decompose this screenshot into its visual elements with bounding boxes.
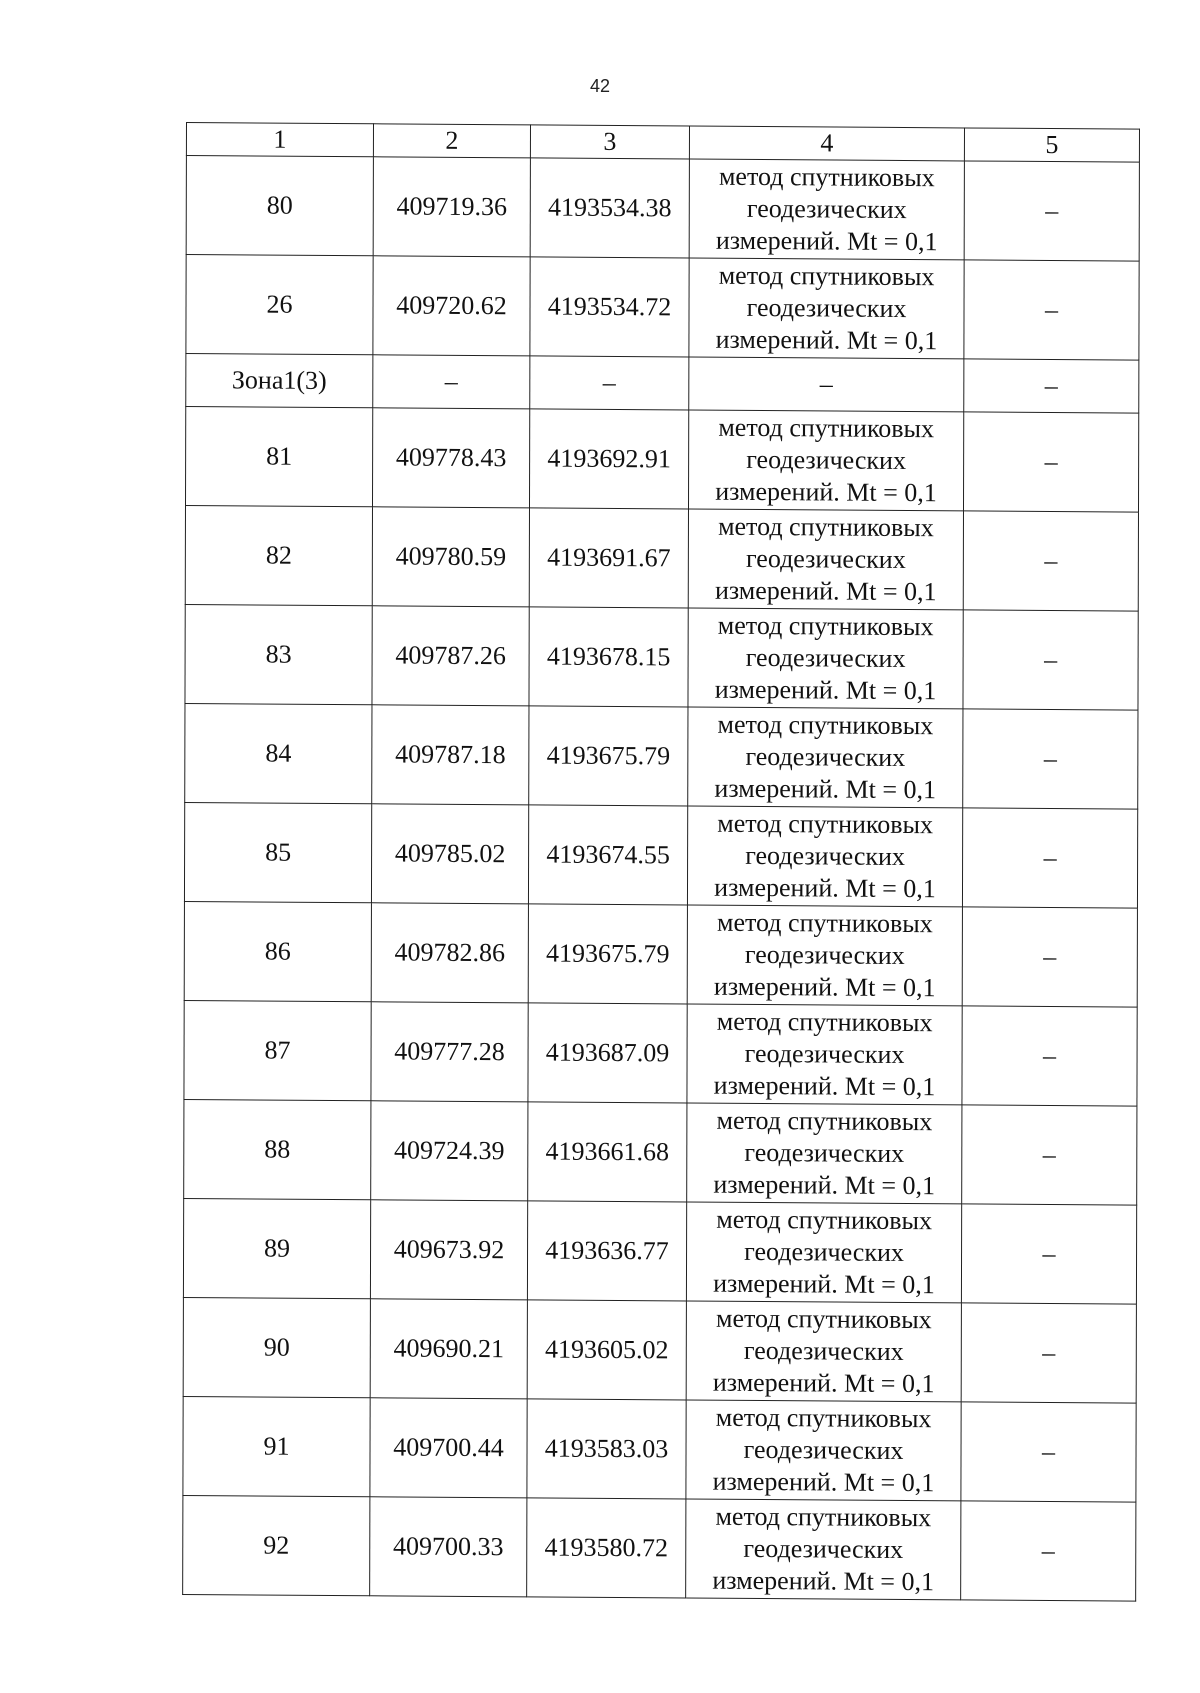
method-cell xyxy=(686,1301,961,1402)
x-coordinate-cell: 409690.21 xyxy=(370,1299,527,1399)
point-number-cell: 82 xyxy=(185,505,372,605)
zone-cell-2: – xyxy=(373,355,530,409)
method-cell xyxy=(686,1400,961,1501)
table-row xyxy=(185,406,1138,512)
method-cell xyxy=(689,258,964,359)
table-row xyxy=(184,1099,1137,1205)
x-coordinate-cell: 409780.59 xyxy=(372,507,529,607)
x-coordinate-cell: 409700.44 xyxy=(370,1398,527,1498)
method-line-3: измерений. Mt = 0,1 xyxy=(713,1070,936,1102)
method-line-1: метод спутниковых xyxy=(717,610,934,642)
method-line-3: измерений. Mt = 0,1 xyxy=(712,1565,935,1597)
method-line-1: метод спутниковых xyxy=(716,1105,933,1137)
method-line-1: метод спутниковых xyxy=(717,709,934,741)
x-coordinate-cell: 409724.39 xyxy=(371,1101,528,1201)
method-line-1: метод спутниковых xyxy=(716,1006,933,1038)
method-line-2: геодезических xyxy=(743,1533,904,1565)
method-cell xyxy=(687,1004,962,1105)
y-coordinate-cell: 4193674.55 xyxy=(528,805,687,905)
table-body xyxy=(183,123,1140,1602)
y-coordinate-cell: 4193691.67 xyxy=(529,508,688,608)
description-cell: – xyxy=(964,260,1139,360)
method-line-1: метод спутниковых xyxy=(718,412,935,444)
coordinates-table xyxy=(182,122,1140,1602)
method-line-1: метод спутниковых xyxy=(715,1501,932,1533)
method-line-2: геодезических xyxy=(743,1335,904,1367)
description-cell: – xyxy=(963,511,1138,611)
method-line-2: геодезических xyxy=(744,1038,905,1070)
point-number-cell: 88 xyxy=(184,1099,371,1199)
y-coordinate-cell: 4193675.79 xyxy=(529,706,688,806)
method-cell xyxy=(688,410,963,511)
x-coordinate-cell: 409700.33 xyxy=(370,1497,527,1597)
method-line-3: измерений. Mt = 0,1 xyxy=(714,773,937,805)
x-coordinate-cell: 409673.92 xyxy=(370,1200,527,1300)
y-coordinate-cell: 4193583.03 xyxy=(527,1399,686,1499)
table-row xyxy=(186,156,1139,262)
method-line-1: метод спутниковых xyxy=(715,1402,932,1434)
y-coordinate-cell: 4193605.02 xyxy=(527,1300,686,1400)
method-line-2: геодезических xyxy=(745,840,905,872)
description-cell: – xyxy=(962,1006,1137,1106)
zone-cell-3: – xyxy=(530,356,689,410)
method-line-1: метод спутниковых xyxy=(718,511,934,543)
method-line-3: измерений. Mt = 0,1 xyxy=(713,1169,936,1201)
method-line-3: измерений. Mt = 0,1 xyxy=(712,1466,935,1498)
point-number-cell: 81 xyxy=(185,406,372,506)
header-cell-1: 1 xyxy=(186,123,373,157)
point-number-cell: 85 xyxy=(184,802,371,902)
method-line-3: измерений. Mt = 0,1 xyxy=(713,1268,935,1300)
table-row xyxy=(184,802,1137,908)
method-line-2: геодезических xyxy=(744,1236,904,1268)
table-row xyxy=(185,604,1138,710)
method-line-3: измерений. Mt = 0,1 xyxy=(713,971,936,1003)
y-coordinate-cell: 4193687.09 xyxy=(528,1003,687,1103)
method-cell xyxy=(688,509,963,610)
header-cell-4: 4 xyxy=(689,126,964,161)
method-line-2: геодезических xyxy=(745,543,906,575)
header-cell-5: 5 xyxy=(964,128,1139,162)
table-row xyxy=(183,1198,1136,1304)
method-line-3: измерений. Mt = 0,1 xyxy=(712,1367,935,1399)
x-coordinate-cell: 409787.18 xyxy=(372,705,529,805)
table-row xyxy=(185,505,1138,611)
y-coordinate-cell: 4193661.68 xyxy=(528,1102,687,1202)
table-row xyxy=(184,1000,1137,1106)
method-line-3: измерений. Mt = 0,1 xyxy=(714,575,937,607)
method-line-3: измерений. Mt = 0,1 xyxy=(714,674,937,706)
y-coordinate-cell: 4193692.91 xyxy=(529,409,688,509)
method-line-2: геодезических xyxy=(745,642,906,674)
method-line-2: геодезических xyxy=(746,444,907,476)
method-line-3: измерений. Mt = 0,1 xyxy=(714,872,936,904)
x-coordinate-cell: 409787.26 xyxy=(372,606,529,706)
method-cell xyxy=(687,905,962,1006)
page-number: 42 xyxy=(589,76,611,96)
zone-cell-5: – xyxy=(964,359,1139,413)
y-coordinate-cell: 4193675.79 xyxy=(528,904,687,1004)
method-line-1: метод спутниковых xyxy=(717,907,933,939)
method-line-2: геодезических xyxy=(744,1137,905,1169)
y-coordinate-cell: 4193534.72 xyxy=(530,257,689,357)
description-cell: – xyxy=(964,161,1139,261)
table-row xyxy=(183,1297,1136,1403)
description-cell: – xyxy=(961,1303,1136,1403)
point-number-cell: 89 xyxy=(183,1198,370,1298)
description-cell: – xyxy=(962,808,1137,908)
point-number-cell: 84 xyxy=(185,703,372,803)
method-cell xyxy=(689,159,964,260)
point-number-cell: 90 xyxy=(183,1297,370,1397)
x-coordinate-cell: 409778.43 xyxy=(372,408,529,508)
table-row xyxy=(183,1396,1136,1502)
point-number-cell: 91 xyxy=(183,1396,370,1496)
description-cell: – xyxy=(963,709,1138,809)
point-number-cell: 87 xyxy=(184,1000,371,1100)
method-line-1: метод спутниковых xyxy=(717,808,934,840)
description-cell: – xyxy=(961,1501,1136,1601)
zone-cell-4: – xyxy=(689,357,964,412)
x-coordinate-cell: 409782.86 xyxy=(371,903,528,1003)
description-cell: – xyxy=(962,1105,1137,1205)
method-line-2: геодезических xyxy=(744,939,905,971)
method-line-1: метод спутниковых xyxy=(715,1303,932,1335)
method-cell xyxy=(687,806,962,907)
method-cell xyxy=(686,1499,961,1600)
point-number-cell: 92 xyxy=(183,1495,370,1595)
point-number-cell: 80 xyxy=(186,156,373,256)
method-line-2: геодезических xyxy=(746,193,907,225)
table-row xyxy=(185,703,1138,809)
header-cell-2: 2 xyxy=(373,124,530,158)
method-cell xyxy=(686,1202,961,1303)
method-cell xyxy=(687,1103,962,1204)
method-line-1: метод спутниковых xyxy=(718,260,935,292)
description-cell: – xyxy=(963,610,1138,710)
description-cell: – xyxy=(961,1402,1136,1502)
y-coordinate-cell: 4193678.15 xyxy=(529,607,688,707)
y-coordinate-cell: 4193636.77 xyxy=(527,1201,686,1301)
method-line-1: метод спутниковых xyxy=(718,161,935,193)
description-cell: – xyxy=(962,907,1137,1007)
method-line-3: измерений. Mt = 0,1 xyxy=(715,324,938,356)
method-line-2: геодезических xyxy=(743,1434,904,1466)
point-number-cell: 26 xyxy=(186,255,373,355)
y-coordinate-cell: 4193580.72 xyxy=(527,1498,686,1598)
method-line-2: геодезических xyxy=(745,741,906,773)
x-coordinate-cell: 409785.02 xyxy=(371,804,528,904)
method-line-2: геодезических xyxy=(746,292,907,324)
point-number-cell: 83 xyxy=(185,604,372,704)
point-number-cell: 86 xyxy=(184,901,371,1001)
y-coordinate-cell: 4193534.38 xyxy=(530,158,689,258)
method-line-3: измерений. Mt = 0,1 xyxy=(715,225,938,257)
x-coordinate-cell: 409719.36 xyxy=(373,157,530,257)
zone-label-cell: Зона1(3) xyxy=(186,354,373,408)
header-cell-3: 3 xyxy=(530,125,689,159)
table-row xyxy=(184,901,1137,1007)
x-coordinate-cell: 409777.28 xyxy=(371,1002,528,1102)
method-cell xyxy=(688,608,963,709)
method-cell xyxy=(688,707,963,808)
description-cell: – xyxy=(961,1204,1136,1304)
method-line-3: измерений. Mt = 0,1 xyxy=(715,476,937,508)
method-line-1: метод спутниковых xyxy=(716,1204,933,1236)
zone-row xyxy=(186,354,1139,414)
description-cell: – xyxy=(963,412,1138,512)
table-row xyxy=(186,255,1139,361)
table-row xyxy=(183,1495,1136,1601)
x-coordinate-cell: 409720.62 xyxy=(373,256,530,356)
